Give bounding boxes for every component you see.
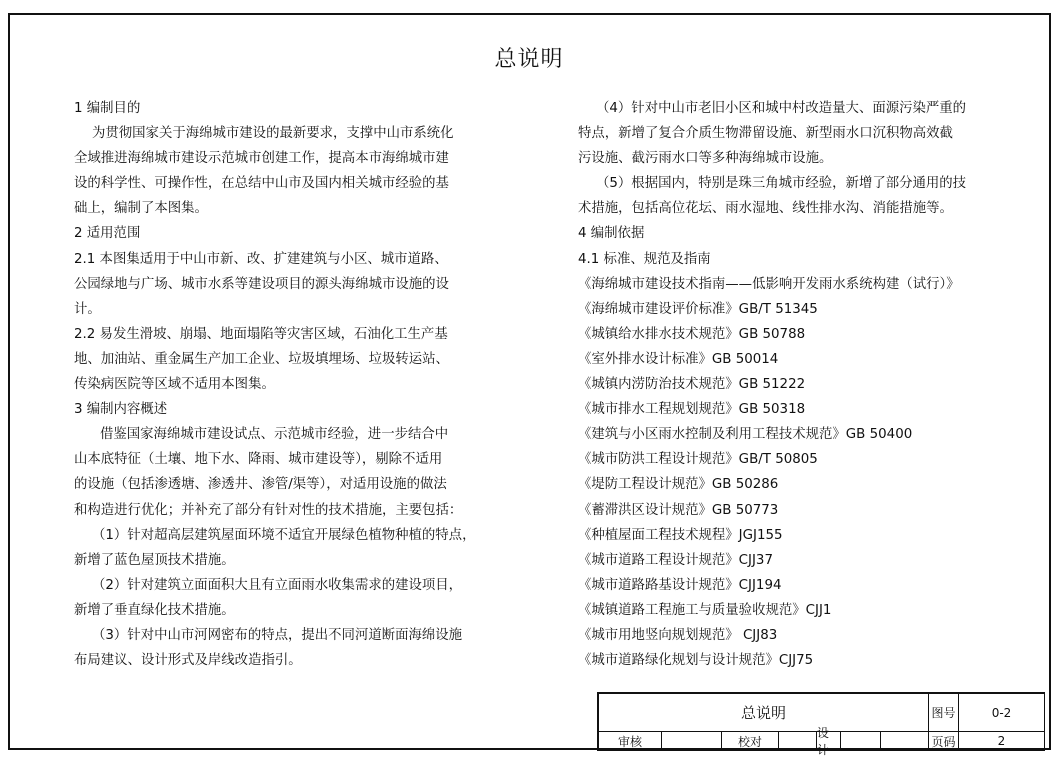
drawing-no-label: 图号 xyxy=(929,694,959,732)
design-signature-a xyxy=(841,732,881,751)
text-line: （1）针对超高层建筑屋面环境不适宜开展绿色植物种植的特点， xyxy=(92,527,476,543)
standard-item: 《堤防工程设计规范》GB 50286 xyxy=(578,477,779,493)
standard-item: 《城市排水工程规划规范》GB 50318 xyxy=(578,402,806,418)
page-no: 2 xyxy=(959,732,1045,751)
section-heading: 1 编制目的 xyxy=(74,101,141,116)
review-signature xyxy=(662,732,722,751)
text-line: （3）针对中山市河网密布的特点，提出不同河道断面海绵设施 xyxy=(92,627,463,643)
drawing-no: 0-2 xyxy=(959,694,1045,732)
sub-heading: 4.1 标准、规范及指南 xyxy=(578,251,711,267)
text-line: （4）针对中山市老旧小区和城中村改造量大、面源污染严重的 xyxy=(596,101,967,116)
page-label: 页码 xyxy=(929,732,959,751)
text-line: 传染病医院等区域不适用本图集。 xyxy=(74,377,275,393)
right-column xyxy=(578,96,1018,673)
standard-item: 《蓄滞洪区设计规范》GB 50773 xyxy=(578,502,779,518)
text-line: 和构造进行优化；并补充了部分有针对性的技术措施，主要包括： xyxy=(74,502,463,518)
page-title: 总说明 xyxy=(494,47,564,72)
text-line: 2.2 易发生滑坡、崩塌、地面塌陷等灾害区域，石油化工生产基 xyxy=(74,326,448,342)
text-line: 布局建议、设计形式及岸线改造指引。 xyxy=(74,653,302,669)
text-line: 为贯彻国家关于海绵城市建设的最新要求，支撑中山市系统化 xyxy=(92,126,454,142)
text-line: （5）根据国内，特别是珠三角城市经验，新增了部分通用的技 xyxy=(596,176,967,192)
section-heading: 3 编制内容概述 xyxy=(74,402,168,418)
standard-item: 《城镇内涝防治技术规范》GB 51222 xyxy=(578,377,806,393)
text-line: 新增了蓝色屋顶技术措施。 xyxy=(74,552,235,568)
standard-item: 《城市道路路基设计规范》CJJ194 xyxy=(578,577,782,593)
text-line: 新增了垂直绿化技术措施。 xyxy=(74,602,235,618)
section-heading: 2 适用范围 xyxy=(74,226,141,242)
standard-item: 《城市道路绿化规划与设计规范》CJJ75 xyxy=(578,653,814,669)
design-label: 设计 xyxy=(817,732,841,751)
text-line: 污设施、截污雨水口等多种海绵城市设施。 xyxy=(578,151,833,167)
standard-item: 《城市用地竖向规划规范》 CJJ83 xyxy=(578,627,778,643)
standard-item: 《城镇给水排水技术规范》GB 50788 xyxy=(578,326,806,342)
text-line: 术措施，包括高位花坛、雨水湿地、线性排水沟、消能措施等。 xyxy=(578,201,953,217)
text-line: 础上，编制了本图集。 xyxy=(74,201,208,217)
drawing-name: 总说明 xyxy=(599,694,929,732)
standard-item: 《城市防洪工程设计规范》GB/T 50805 xyxy=(578,452,818,468)
standard-item: 《建筑与小区雨水控制及利用工程技术规范》GB 50400 xyxy=(578,427,913,443)
text-line: 山本底特征（土壤、地下水、降雨、城市建设等），剔除不适用 xyxy=(74,452,443,468)
left-column xyxy=(74,96,504,673)
text-line: （2）针对建筑立面面积大且有立面雨水收集需求的建设项目， xyxy=(92,577,463,593)
review-label: 审核 xyxy=(599,732,662,751)
text-line: 计。 xyxy=(74,301,101,317)
text-line: 地、加油站、重金属生产加工企业、垃圾填埋场、垃圾转运站、 xyxy=(74,351,449,367)
title-block xyxy=(597,692,1045,757)
standard-item: 《种植屋面工程技术规程》JGJ155 xyxy=(578,527,783,543)
standard-item: 《室外排水设计标准》GB 50014 xyxy=(578,351,779,367)
text-line: 公园绿地与广场、城市水系等建设项目的源头海绵城市设施的设 xyxy=(74,276,449,292)
standard-item: 《城市道路工程设计规范》CJJ37 xyxy=(578,552,773,568)
check-label: 校对 xyxy=(722,732,779,751)
text-line: 设的科学性、可操作性，在总结中山市及国内相关城市经验的基 xyxy=(74,176,449,192)
section-heading: 4 编制依据 xyxy=(578,226,645,242)
design-signature-b xyxy=(881,732,929,751)
text-line: 全域推进海绵城市建设示范城市创建工作，提高本市海绵城市建 xyxy=(74,151,449,167)
text-line: 2.1 本图集适用于中山市新、改、扩建建筑与小区、城市道路、 xyxy=(74,251,448,267)
text-line: 特点，新增了复合介质生物滞留设施、新型雨水口沉积物高效截 xyxy=(578,126,953,142)
check-signature xyxy=(779,732,817,751)
standard-item: 《海绵城市建设技术指南——低影响开发雨水系统构建（试行）》 xyxy=(578,276,960,292)
text-line: 的设施（包括渗透塘、渗透井、渗管/渠等），对适用设施的做法 xyxy=(74,477,447,493)
standard-item: 《海绵城市建设评价标准》GB/T 51345 xyxy=(578,301,818,317)
text-line: 借鉴国家海绵城市建设试点、示范城市经验，进一步结合中 xyxy=(100,427,449,443)
standard-item: 《城镇道路工程施工与质量验收规范》CJJ1 xyxy=(578,602,832,618)
